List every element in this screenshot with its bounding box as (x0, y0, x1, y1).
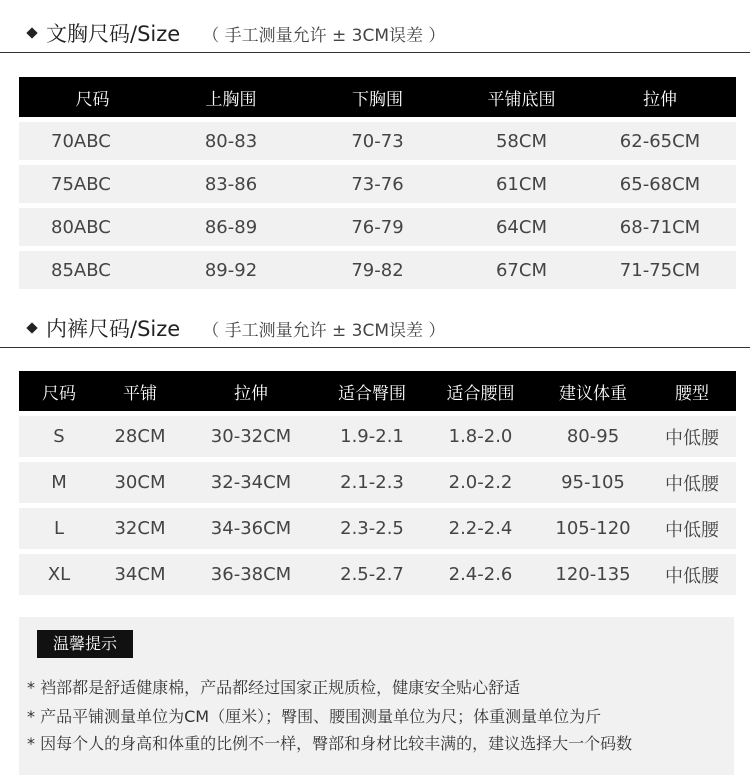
panty-col-header: 适合臀围 (321, 371, 423, 411)
panty-cell: 中低腰 (648, 503, 736, 549)
panty-cell: 28CM (99, 411, 181, 457)
bra-cell: 70ABC (19, 117, 166, 160)
panty-cell: 32CM (99, 503, 181, 549)
bra-cell: 62-65CM (584, 117, 736, 160)
panty-size-table (19, 371, 736, 595)
bra-cell: 83-86 (166, 160, 296, 203)
bra-col-header: 下胸围 (296, 77, 459, 117)
panty-col-header: 拉伸 (181, 371, 321, 411)
table-row (19, 549, 736, 595)
bra-measure-note: （ 手工测量允许 ± 3CM误差 ） (202, 25, 446, 46)
bra-cell: 70-73 (296, 117, 459, 160)
bra-cell: 67CM (459, 246, 584, 289)
panty-cell: 2.5-2.7 (321, 549, 423, 595)
bra-cell: 86-89 (166, 203, 296, 246)
bra-cell: 85ABC (19, 246, 166, 289)
panty-measure-note: （ 手工测量允许 ± 3CM误差 ） (202, 320, 446, 341)
bra-col-header: 尺码 (19, 77, 166, 117)
panty-cell: 95-105 (538, 457, 648, 503)
panty-cell: 1.9-2.1 (321, 411, 423, 457)
tip-line: * 裆部都是舒适健康棉，产品都经过国家正规质检，健康安全贴心舒适 (27, 678, 521, 697)
panty-cell: 中低腰 (648, 411, 736, 457)
bra-size-table (19, 77, 736, 289)
panty-cell: 中低腰 (648, 549, 736, 595)
panty-cell: 中低腰 (648, 457, 736, 503)
bra-cell: 71-75CM (584, 246, 736, 289)
panty-col-header: 适合腰围 (423, 371, 538, 411)
bra-col-header: 拉伸 (584, 77, 736, 117)
panty-cell: 120-135 (538, 549, 648, 595)
panty-cell: 1.8-2.0 (423, 411, 538, 457)
bra-divider (0, 52, 750, 53)
tip-line: * 因每个人的身高和体重的比例不一样，臀部和身材比较丰满的，建议选择大一个码数 (27, 734, 633, 753)
table-row (19, 503, 736, 549)
panty-cell: 32-34CM (181, 457, 321, 503)
table-row (19, 117, 736, 160)
bra-section-title (28, 18, 445, 48)
panty-cell: S (19, 411, 99, 457)
panty-cell: M (19, 457, 99, 503)
diamond-bullet-icon (26, 322, 37, 333)
bra-cell: 58CM (459, 117, 584, 160)
bra-cell: 80-83 (166, 117, 296, 160)
bra-title: 文胸尺码/Size (46, 22, 181, 46)
panty-cell: 2.2-2.4 (423, 503, 538, 549)
panty-col-header: 腰型 (648, 371, 736, 411)
bra-col-header: 平铺底围 (459, 77, 584, 117)
bra-header-row (19, 77, 736, 117)
bra-cell: 89-92 (166, 246, 296, 289)
panty-cell: 2.3-2.5 (321, 503, 423, 549)
panty-cell: XL (19, 549, 99, 595)
panty-cell: 36-38CM (181, 549, 321, 595)
panty-divider (0, 347, 750, 348)
bra-cell: 64CM (459, 203, 584, 246)
panty-col-header: 平铺 (99, 371, 181, 411)
tips-heading: 温馨提示 (37, 630, 133, 658)
bra-cell: 68-71CM (584, 203, 736, 246)
panty-cell: L (19, 503, 99, 549)
bra-cell: 79-82 (296, 246, 459, 289)
bra-col-header: 上胸围 (166, 77, 296, 117)
table-row (19, 457, 736, 503)
panty-cell: 2.1-2.3 (321, 457, 423, 503)
panty-cell: 30-32CM (181, 411, 321, 457)
panty-cell: 2.0-2.2 (423, 457, 538, 503)
panty-col-header: 建议体重 (538, 371, 648, 411)
panty-section-title (28, 313, 445, 343)
bra-cell: 76-79 (296, 203, 459, 246)
table-row (19, 246, 736, 289)
panty-header-row (19, 371, 736, 411)
panty-title: 内裤尺码/Size (46, 317, 181, 341)
tip-line: * 产品平铺测量单位为CM（厘米）；臀围、腰围测量单位为尺；体重测量单位为斤 (27, 707, 602, 726)
bra-cell: 65-68CM (584, 160, 736, 203)
bra-cell: 75ABC (19, 160, 166, 203)
table-row (19, 411, 736, 457)
panty-cell: 80-95 (538, 411, 648, 457)
table-row (19, 160, 736, 203)
panty-cell: 30CM (99, 457, 181, 503)
panty-cell: 2.4-2.6 (423, 549, 538, 595)
panty-cell: 105-120 (538, 503, 648, 549)
panty-cell: 34CM (99, 549, 181, 595)
table-row (19, 203, 736, 246)
bra-cell: 73-76 (296, 160, 459, 203)
diamond-bullet-icon (26, 27, 37, 38)
panty-cell: 34-36CM (181, 503, 321, 549)
bra-cell: 61CM (459, 160, 584, 203)
bra-cell: 80ABC (19, 203, 166, 246)
panty-col-header: 尺码 (19, 371, 99, 411)
tips-panel (19, 617, 734, 775)
